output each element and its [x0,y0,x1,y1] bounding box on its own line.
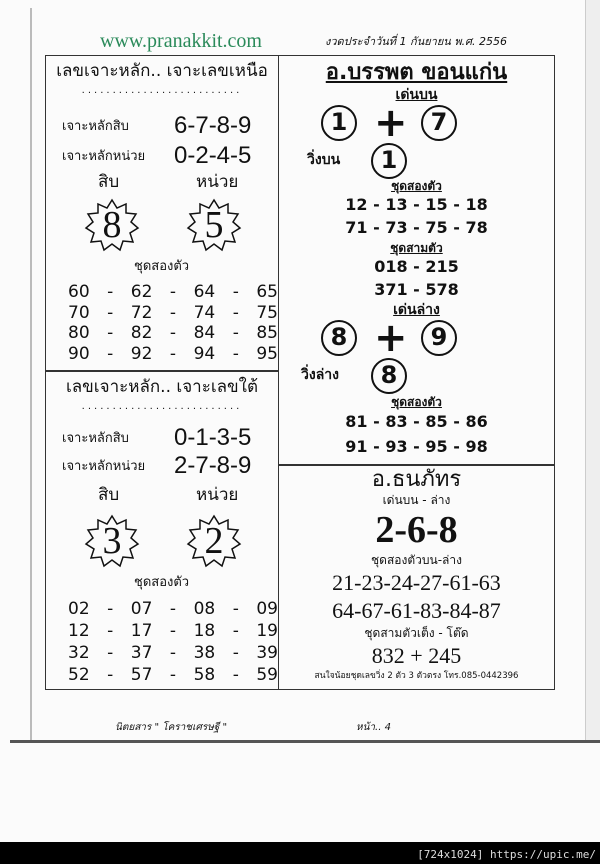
pair: 09 [256,599,278,619]
pair: 92 [130,343,153,364]
pair: 65 [256,282,278,302]
units-digit-burst [186,198,242,254]
triples-label: ชุดสามตัวเต็ง - โต๊ด [364,626,469,640]
pairs-row: 90 - 92 - 94 - 95 [68,343,278,364]
bottom-digit-a: 8 [321,320,357,356]
pair: 59 [256,665,278,685]
pair: 12 [68,621,90,641]
panel-title: เลขเจาะหลัก.. เจาะเลขเหนือ [56,61,268,81]
pair: 18 [193,621,216,641]
bottom-digit-b: 9 [421,320,457,356]
pairs-label: ชุดสองตัว [134,259,190,274]
pairs-label: ชุดสองตัว [391,179,442,193]
right-bottom-panel [279,465,555,690]
triples-label: ชุดสามตัว [390,241,443,255]
units-digit: 2 [204,520,224,563]
pairs-label: ชุดสองตัวบน-ล่าง [371,553,462,567]
pair: 64 [193,282,216,302]
tens-label: เจาะหลักสิบ [62,119,129,134]
plus-icon: + [374,315,408,361]
main-numbers: 2-6-8 [375,509,458,551]
pair: 60 [68,282,90,302]
run-bottom-digit: 8 [371,358,407,394]
pair: 57 [130,665,153,685]
pair: 85 [256,323,278,343]
pair: 39 [256,643,278,663]
run-bottom-label: วิ่งล่าง [301,367,339,383]
triples-line: 018 - 215 [374,257,459,276]
left-top-panel [45,55,279,371]
pair: 75 [256,302,278,323]
pair: 17 [130,621,153,641]
draw-date: งวดประจำวันที่ 1 กันยายน พ.ศ. 2556 [325,35,508,48]
pairs-row: 12 - 17 - 18 - 19 [68,621,278,641]
panel-title: อ.บรรพต ขอนแก่น [325,60,508,85]
sub-label: เด่นบน - ล่าง [382,493,451,507]
page-bottom-edge [10,740,600,743]
pair: 38 [193,643,216,663]
tens-value: 0-1-3-5 [174,424,252,451]
units-label: เจาะหลักหน่วย [62,149,146,164]
pairs-line: 21-23-24-27-61-63 [332,570,501,595]
bottom-label: เด่นล่าง [393,302,440,318]
pair: 07 [130,599,153,619]
pairs-label: ชุดสองตัว [391,395,442,409]
triples-line: 832 + 245 [371,643,462,668]
col-units: หน่วย [196,485,239,505]
pairs-line: 71 - 73 - 75 - 78 [345,218,488,237]
tens-value: 6-7-8-9 [174,112,252,139]
units-value: 0-2-4-5 [174,142,252,169]
page-margin [585,0,600,740]
pair: 94 [193,343,216,364]
pair: 37 [130,643,153,663]
dotted-divider: ·························· [81,404,243,415]
left-bottom-panel [45,371,279,690]
col-units: หน่วย [196,172,239,192]
page-number: หน้า.. 4 [356,722,391,733]
watermark: [724x1024] https://upic.me/ [417,848,596,862]
pair: 32 [68,643,90,663]
pair: 95 [256,343,278,364]
pairs-row: 80 - 82 - 84 - 85 [68,323,278,343]
pairs-row: 60 - 62 - 64 - 65 [68,282,278,302]
units-label: เจาะหลักหน่วย [62,459,146,474]
tens-digit-burst [84,198,140,254]
contact-info: สนใจน้อยชุดเลขวิ่ง 2 ตัว 3 ตัวตรง โทร.085-0442396 [314,671,519,681]
panel-title: เลขเจาะหลัก.. เจาะเลขใต้ [65,377,259,397]
tens-digit-burst [84,514,140,570]
pairs-row: 32 - 37 - 38 - 39 [68,643,278,663]
magazine-name: นิตยสาร " โคราชเศรษฐี " [115,722,228,733]
pairs-line: 81 - 83 - 85 - 86 [345,412,488,431]
pairs-row: 02 - 07 - 08 - 09 [68,599,278,619]
pair: 02 [68,599,90,619]
pair: 90 [68,343,90,364]
pairs-row: 52 - 57 - 58 - 59 [68,665,278,685]
units-digit-burst [186,514,242,570]
dotted-divider: ·························· [81,88,243,99]
top-digit-b: 7 [421,105,457,141]
pairs-label: ชุดสองตัว [134,575,190,590]
website-url: www.pranakkit.com [100,30,262,52]
pair: 74 [193,302,216,323]
pair: 72 [130,302,153,323]
pair: 80 [68,323,90,343]
tens-digit: 8 [102,204,122,247]
pairs-line: 91 - 93 - 95 - 98 [345,437,488,456]
run-top-label: วิ่งบน [307,152,341,168]
run-top-digit: 1 [371,143,407,179]
triples-line: 371 - 578 [374,280,459,299]
pairs-grid [68,598,278,686]
right-top-panel [279,55,555,465]
units-value: 2-7-8-9 [174,452,252,479]
pair: 62 [130,282,153,302]
plus-icon: + [374,100,408,146]
pairs-line: 12 - 13 - 15 - 18 [345,195,488,214]
pair: 58 [193,665,216,685]
top-label: เด่นบน [395,87,438,103]
pairs-line: 64-67-61-83-84-87 [332,598,501,623]
pair: 08 [193,599,216,619]
pair: 52 [68,665,90,685]
pair: 19 [256,621,278,641]
units-digit: 5 [204,204,224,247]
page-edge [30,8,32,743]
tens-digit: 3 [102,520,122,563]
tens-label: เจาะหลักสิบ [62,431,129,446]
panel-title: อ.ธนภัทร [371,467,462,492]
col-tens: สิบ [98,172,120,192]
pairs-grid [68,282,278,364]
pair: 84 [193,323,216,343]
top-digit-a: 1 [321,105,357,141]
pairs-row: 70 - 72 - 74 - 75 [68,302,278,323]
pair: 70 [68,302,90,323]
col-tens: สิบ [98,485,120,505]
pair: 82 [130,323,153,343]
